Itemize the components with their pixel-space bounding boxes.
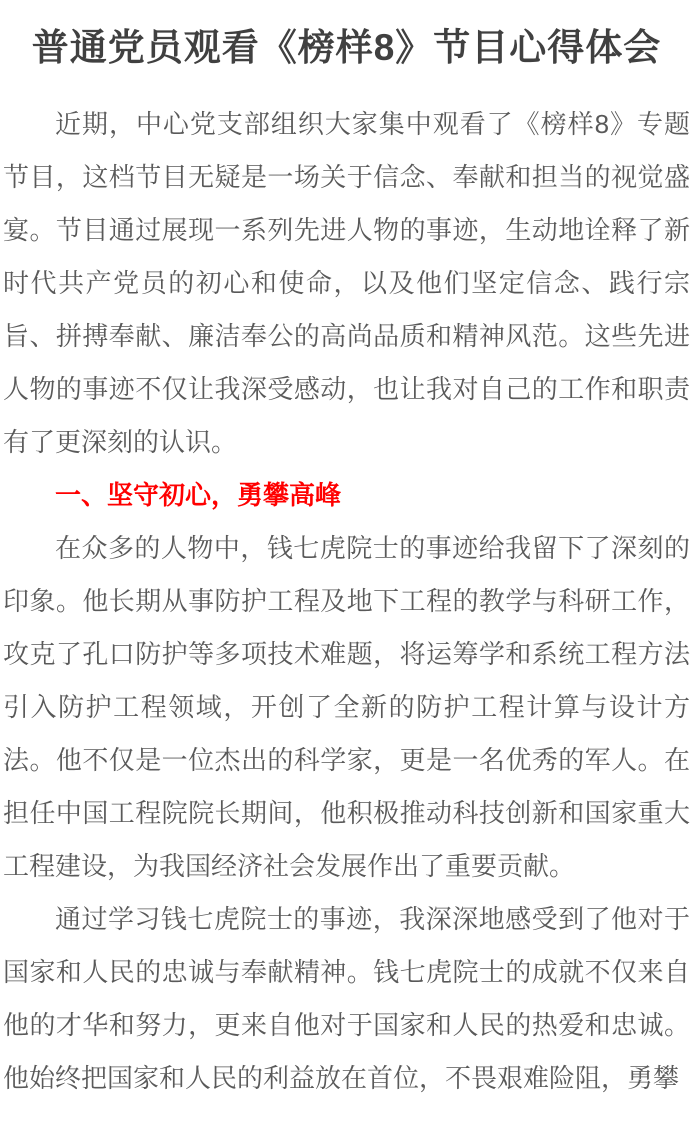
document-title: 普通党员观看《榜样8》节目心得体会 xyxy=(31,27,662,68)
section-heading-1: 一、坚守初心，勇攀高峰 xyxy=(55,480,342,510)
document-page xyxy=(0,24,693,1121)
paragraph-qianqihu-spirit: 通过学习钱七虎院士的事迹，我深深地感受到了他对于国家和人民的忠诚与奉献精神。钱七虎院士的成就不仅来自他的才华和努力，更来自他对于国家和人民的热爱和忠诚。他始终把国家和人民的利益放在首位，不畏艰难险阻，勇攀 xyxy=(3,904,690,1093)
paragraph-intro: 近期，中心党支部组织大家集中观看了《榜样8》专题节目，这档节目无疑是一场关于信念、奉献和担当的视觉盛宴。节目通过展现一系列先进人物的事迹，生动地诠释了新时代共产党员的初心和使命，以及他们坚定信念、践行宗旨、拼搏奉献、廉洁奉公的高尚品质和精神风范。这些先进人物的事迹不仅让我深受感动，也让我对自己的工作和职责有了更深刻的认识。 xyxy=(3,109,690,457)
paragraph-qianqihu-deeds: 在众多的人物中，钱七虎院士的事迹给我留下了深刻的印象。他长期从事防护工程及地下工程的教学与科研工作，攻克了孔口防护等多项技术难题，将运筹学和系统工程方法引入防护工程领域，开创了全新的防护工程计算与设计方法。他不仅是一位杰出的科学家，更是一名优秀的军人。在担任中国工程院院长期间，他积极推动科技创新和国家重大工程建设，为我国经济社会发展作出了重要贡献。 xyxy=(3,533,690,881)
